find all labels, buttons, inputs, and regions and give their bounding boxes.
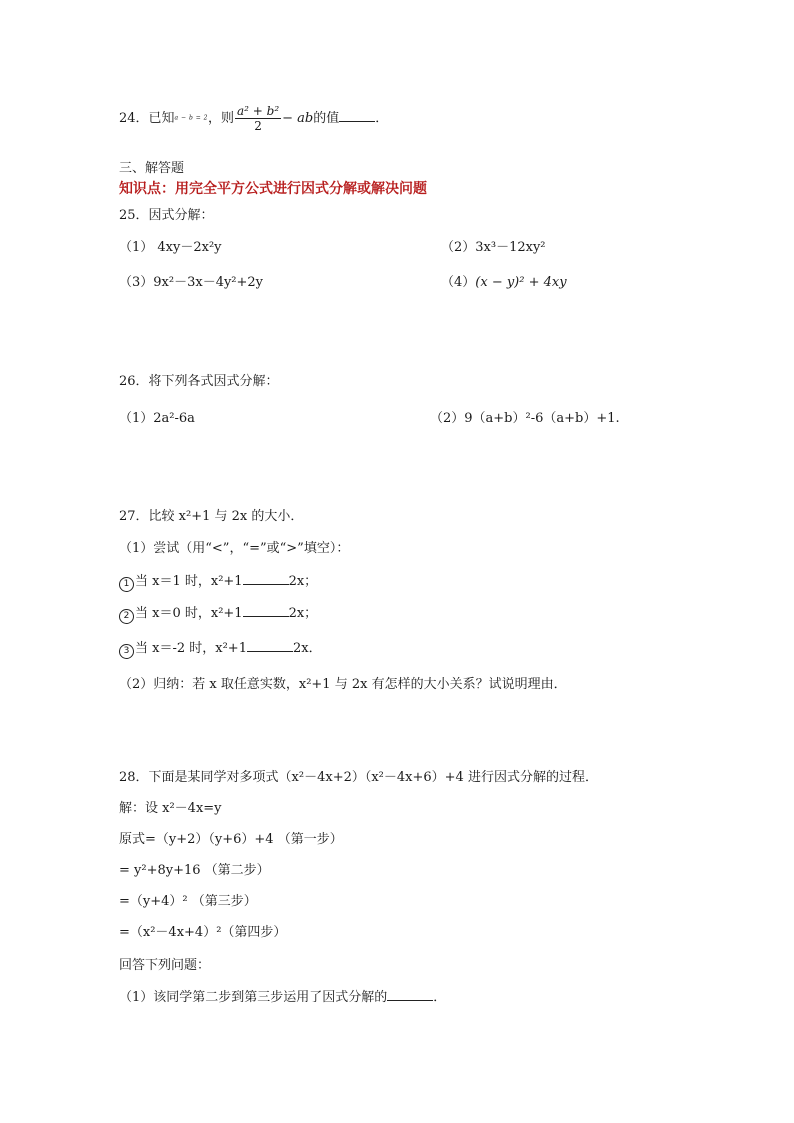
- q27-case2-blank[interactable]: [243, 604, 289, 617]
- q25-stem: 25．因式分解：: [119, 208, 214, 223]
- q27-case1-text: 当 x＝1 时，x²+1: [135, 574, 243, 589]
- q28-answer-blank[interactable]: [387, 988, 433, 1001]
- q24-minus-ab: − ab: [282, 111, 314, 126]
- q28-line2: 原式=（y+2）（y+6）+4 （第一步）: [119, 832, 343, 847]
- q27-case2-rhs: 2x；: [288, 606, 318, 621]
- q27-case3-rhs: 2x．: [292, 641, 322, 656]
- q27-case1: [119, 572, 317, 592]
- circled-2-icon: 2: [119, 609, 134, 624]
- q28-line4: =（y+4）² （第三步）: [119, 894, 257, 909]
- q25-part4-label: （4）: [441, 275, 476, 290]
- q25-part4-expr: (x − y)² + 4xy: [475, 275, 567, 290]
- q25-part4: [441, 274, 567, 292]
- q28-question1-end: ．: [433, 990, 447, 1005]
- q27-stem: 27．比较 x²+1 与 2x 的大小．: [119, 509, 304, 524]
- circled-1-icon: 1: [119, 577, 134, 592]
- q24-fraction: [235, 104, 281, 133]
- q24-answer-blank[interactable]: [339, 109, 375, 122]
- q27-case1-rhs: 2x；: [288, 574, 318, 589]
- q24-condition: a − b = 2: [174, 114, 208, 122]
- knowledge-point-heading: 知识点：用完全平方公式进行因式分解或解决问题: [119, 181, 427, 197]
- q27-case3-blank[interactable]: [247, 639, 293, 652]
- q28-line3: = y²+8y+16 （第二步）: [119, 863, 270, 878]
- q26-stem: 26．将下列各式因式分解：: [119, 374, 279, 389]
- q25-part2: （2）3x³－12xy²: [441, 240, 546, 255]
- q26-part1: （1）2a²-6a: [119, 411, 195, 426]
- q27-part2: （2）归纳：若 x 取任意实数，x²+1 与 2x 有怎样的大小关系？试说明理由．: [119, 677, 567, 692]
- q27-case1-blank[interactable]: [243, 572, 289, 585]
- q27-case3: [119, 639, 322, 659]
- q26-part2: （2）9（a+b）²-6（a+b）+1.: [430, 411, 620, 426]
- q25-part1: （1） 4xy－2x²y: [119, 240, 222, 255]
- section-title: 三、解答题: [119, 161, 185, 176]
- circled-3-icon: 3: [119, 644, 134, 659]
- q27-case2: [119, 604, 317, 624]
- q27-part1: （1）尝试（用“<”，“=”或“>”填空）：: [119, 541, 350, 556]
- q28-stem: 28．下面是某同学对多项式（x²－4x+2）（x²－4x+6）+4 进行因式分解的过程．: [119, 770, 598, 785]
- q27-case2-text: 当 x＝0 时，x²+1: [135, 606, 243, 621]
- q28-question1: （1）该同学第二步到第三步运用了因式分解的: [119, 990, 388, 1005]
- q24-mid: ，则: [207, 111, 234, 126]
- q28-line1: 解：设 x²－4x=y: [119, 801, 222, 816]
- q27-case3-text: 当 x＝-2 时，x²+1: [135, 641, 247, 656]
- q24-suffix: 的值: [313, 111, 340, 126]
- q24-end: ．: [375, 111, 389, 126]
- q28-line6: 回答下列问题：: [119, 958, 211, 973]
- q24-frac-den: 2: [254, 119, 262, 133]
- q24-prefix: 24．已知: [119, 111, 175, 126]
- q28-line5: =（x²－4x+4）²（第四步）: [119, 925, 287, 940]
- q24-frac-num: a² + b²: [236, 104, 280, 118]
- q24-line: [119, 104, 388, 133]
- q28-line7: [119, 988, 446, 1007]
- q25-part3: （3）9x²－3x－4y²+2y: [119, 275, 264, 290]
